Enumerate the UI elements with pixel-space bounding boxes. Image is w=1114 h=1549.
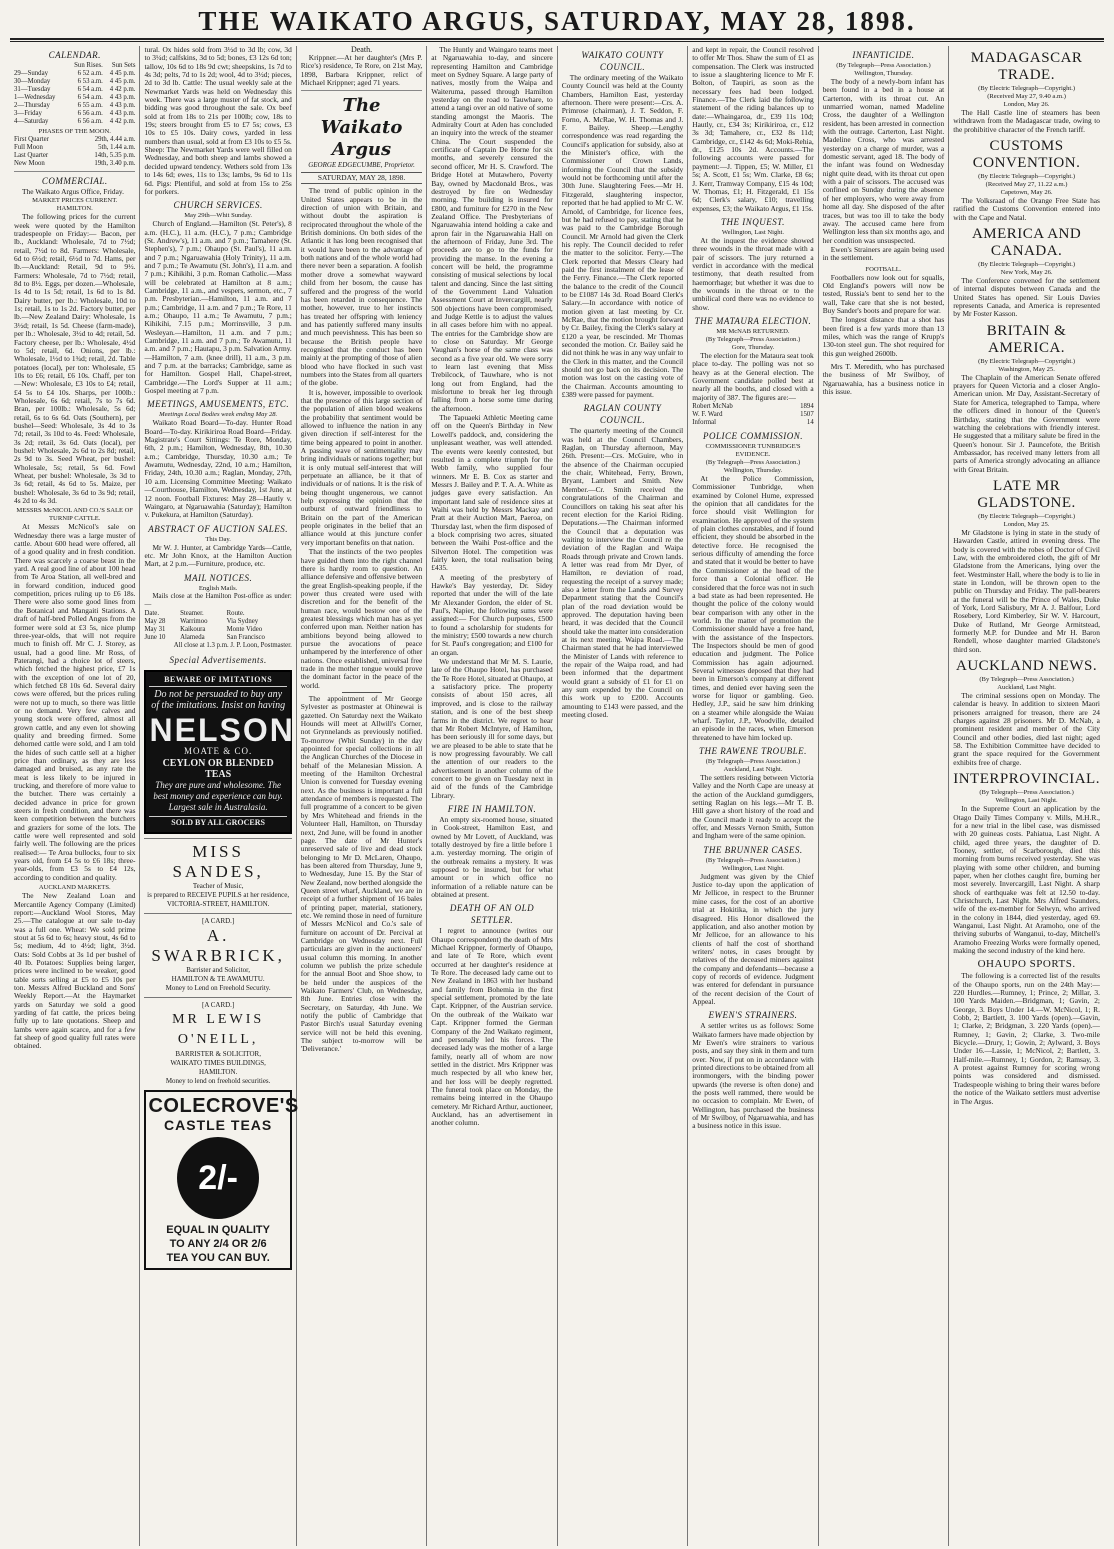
mail-schedule-row xyxy=(144,610,291,618)
mail-schedule-cell: Via Sydney xyxy=(226,618,259,626)
colecrove-subbrand: CASTLE TEAS xyxy=(164,1116,273,1133)
customs-received: (Received May 27, 11.22 a.m.) xyxy=(985,181,1068,189)
interprovincial-place: Wellington, Last Night. xyxy=(995,797,1058,805)
football-heading: FOOTBALL. xyxy=(865,265,902,273)
divider xyxy=(301,90,422,91)
market-prices-text: The following prices for the current week were quoted by the Hamilton tradespeople on Friday:— Bacon, per lb., Auckland: Wholesale, 7d to 7½d; retail, 7½d to 8d. Farmers: Wholesale, 6d to 6½d; retail, 6½d to 7d. Hams, per lb.—Auckland: Retail, 9d to 9½. Farmers: Wholesale, 7d to 7½d; retail, 8d to 8½. Eggs, per dozen.—Wholesale, 1s 4d to 1s 5d; retail, 1s 6d to 1s 8d. Dairy butter, per lb.: Wholesale, 10d to 1s; retail, 1s to 1s 2d. Factory butter, per lb.—New Zealand Dairy: Wholesale, 1s 3½d; retail, 1s 5d. Cheese (farm-made), per lb.: Wholesale, 3½d to 4d; retail, 5d. Factory cheese, per lb.: Wholesale, 4½d to 5d; retail, 6d. Onions, per lb.: Wholesale, 1½d to 1¾d; retail, 2d. Table potatoes (local), per ton: Wholesale, £5 10s to £6; retail, £6 10s. Chaff, per ton—New: Wholesale, £3 10s to £4; retail, £4 5s to £4 10s. Sharps, per 100lb.: Wholesale, 6s 6d; retail, 7s to 7s 6d. Bran, per 100lb.: Wholesale, 5s 6d; retail, 6s to 6s 6d. Oats (Southern), per bushel—Seed: Wholesale, 3s 4d to 3s 7d; retail, 3s 10d to 4s. Feed: Wholesale, 3s 2d; retail, 3s 6d. Oats (local), per bushel: Wholesale, 2s 6d to 2s 8d; retail, 2s 9d to 3s. Seed Wheat, per bushel: Wholesale, 5s; retail, 5s 6d. Fowl Wheat, per bushel: Wholesale, 3s 3d to 3s 6d; retail, 4s 6d to 5s. Maize, per bushel: Wholesale, 3s 6d to 3s 9d; retail, 4s 2d to 4s 3d. xyxy=(14,212,136,506)
mail-schedule-row xyxy=(144,618,291,626)
old-settler-text: I regret to announce (writes our Ohaupo correspondent) the death of Mrs Michael Krippner, formerly of Ohaupo, and late of Te Rore, which event occurred at her daughter's residence at Te Rore. The deceased lady came out to New Zealand in 1863 with her husband and family from Bohemia in the first special settlement, promoted by the late Capt. Krippner, of the Austrian service. On the outbreak of the Waikato war Capt. Krippner formed the German Company of the 2nd Waikato regiment, and personally led his forces. The deceased lady was the mother of a large family, nearly all of whom are now settled in the district. Mrs Krippner was much respected by all who knew her, and her loss will be deeply regretted. The funeral took place on Monday, the remains being interred in the Ohaupo cemetery. Mr Richard Arthur, auctioneer, Auckland, has an advertisement in another column. xyxy=(431,926,553,1128)
local-news-text-4: We understand that Mr M. S. Laurie, late of the Ohaupo Hotel, has purchased the Te Rore Hotel, situated at Ohaupo, at a satisfactory price. The property consists of about 150 acres, all improved, and is close to the railway station, and is one of the best sheep farms in the district. We regret to hear that Mr Robert McIntyre, of Hamilton, has been seriously ill for some days, but we are pleased to be able to state that he is now progressing favourably. We call the attention of our readers to the advertisement in another column of the concert to be given on Tuesday next in aid of the funds of the Cambridge Library. xyxy=(431,657,553,800)
mcnicol-sale-text: At Messrs McNicol's sale on Wednesday there was a large muster of cattle. About 600 head were offered, all of a good quality and in fresh condition. There was scarcely a coarse beast in the yard. A real good line of about 100 head from Te Aroa Station, all well-bred and in forward condition, induced good competition, prices ruling up to £6 18s. There were also some good lines from the Botanical and Mangaiti Stations. A draft of half-bred Polled Angus from the former were sold at £3 5s, nice plump three-year-olds, that will not require much to finish off. Mr C. J. Storey, as usual, had a good line. Mr Ross, of Paterangi, had a choice lot of steers, which fetched the highest price, £7 1s with the exception of one lot of 20, which fetched £8 10s 6d. Several dairy cows were offered, but the prices ruling were not up to much, so there was little or no demand. Very few calves and young stock were offered, almost all grown cattle, and any even lot showing quality and breeding firmed. Some dehorned cattle were sold, and I am told the hides of such cattle sell at a higher price than ordinary, as they are less damaged and bruised, as any rate the meat is less likely to be injured in trucking, and therefore of more value to the butcher. There was certainly a decided advance in price for grown steers in fresh condition, and there was keen competition between the butchers and graziers for some of the lots. The cattle were well represented and sold fairly well. The following are the prices realised:— Te Aroa bullocks, four to six years old, from £4 5s to £6 18s; three-year-olds, from £3 5s to £4 12s, according to condition and quality. xyxy=(14,522,136,882)
mail-schedule-cell: Date. xyxy=(144,610,160,618)
moon-phase-cell: 29th, 4.44 a.m. xyxy=(94,136,136,143)
divider xyxy=(14,171,135,172)
column-2 xyxy=(140,45,299,1546)
calendar-table xyxy=(14,62,135,126)
oneill-name: MR LEWIS O'NEILL, xyxy=(172,1011,265,1047)
calendar-cell: 4 43 p.m. xyxy=(109,102,136,109)
america-canada-heading: AMERICA AND CANADA. xyxy=(971,226,1082,260)
police-tag: (By Telegraph—Press Association.) xyxy=(705,459,801,467)
auckland-markets-heading: AUCKLAND MARKETS. xyxy=(38,884,111,892)
meredith-notice-text: Mrs T. Meredith, who has purchased the business of Mr Swilboy, of Ngaruawahia, has a business notice in this issue. xyxy=(822,362,945,397)
colecrove-brand: COLECROVE'S xyxy=(148,1094,299,1117)
moon-phase-cell: 19th, 3.40 p.m. xyxy=(94,160,136,167)
moon-phase-cell: Last Quarter xyxy=(14,152,49,159)
column-4 xyxy=(427,46,557,1546)
madagascar-place: London, May 26. xyxy=(1003,101,1050,108)
calendar-cell xyxy=(14,62,66,70)
election-result-row xyxy=(692,419,813,427)
oneill-line-3: HAMILTON. xyxy=(198,1067,238,1076)
nelson-ad-brand: NELSON xyxy=(149,711,295,748)
oneill-card xyxy=(144,997,291,1086)
auckland-news-text: The criminal sessions open on Monday. The calendar is heavy. In addition to sixteen Maori prisoners arraigned for treason, there are 24 charges against 28 prisoners. Mr D. McNab, a prominent resident and member of the City Council and other bodies, died last night; aged 58. The Exhibition Committee have decided to grant the space required for the Government exhibits free of charge. xyxy=(953,691,1100,767)
election-result-cell: W. F. Ward xyxy=(692,411,723,419)
calendar-cell: 31—Tuesday xyxy=(14,86,51,93)
customs-text: The Volksraad of the Orange Free State has ratified the Customs Convention entered into with the Cape and Natal. xyxy=(953,196,1100,222)
raglan-council-text: The quarterly meeting of the Council was held at the Council Chambers, Raglan, on Thursday afternoon, May 26th. Present:—Crs. McGuire, who in the absence of the Chairman occupied the chair, Whitehead, Ferry, Brown, Bryant, Lambert and Smith. New Member.—Cr. Smith received the congratulations of the Chairman and Councillors on taking his seat after his recent election for the Karioi Riding. Deputations.—The Chairman informed the Council that a deputation was waiting to interview the Council re the deviation of the Raglan and Waipa Roads through private and Crown lands. A letter was read from Mr Dyer, of Hamilton, re deviation of road, requesting the receipt of a survey made; also a letter from the Lands and Survey Department stating that the Council's plan of the road deviation would be approved. The deputation having been heard, it was decided that the Council should take the matter into consideration at its next meeting. Waipa Road.—The Chairman stated that he had interviewed the Minister of Lands with reference to the repair of the Waipa road, and had been informed that the department would grant a subsidy of £1 for £1 on any sum expended by the Council on this work up to £200. Accounts amounting to £143 were passed, and the meeting closed. xyxy=(561,426,684,720)
calendar-cell: 4 45 p.m. xyxy=(109,70,136,77)
moon-phase-cell: 14th, 5.35 p.m. xyxy=(94,152,136,159)
america-canada-text: The Conference convened for the settlement of internal disputes between Canada and the United States has opened. Sir Louis Davies represents Canada, and America is represented by Mr Foster Kasson. xyxy=(953,276,1100,319)
nelson-ad-tagline: Do not be persuaded to buy any of the imitations. Insist on having xyxy=(151,688,286,711)
calendar-cell: 2—Thursday xyxy=(14,102,50,109)
auckland-markets-text: The New Zealand Loan and Mercantile Agency Company (Limited) report:—Auckland Wool Stores, May 25.—The catalogue at our sale to-day was a full one. Wheat: We sold prime stout at 5s 6d to 6s; heavy stout, 4s 6d to 5s; medium, 4d to 4½d; light, 3½d. Oats: Sold Cobbs at 3s 1d per bushel of 40 lb. Potatoes: Supplies being larger, prices were inclined to be weaker, good table sorts selling at £5 to £5 10s per ton. Messrs Alfred Buckland and Sons' Weekly Report.—At the Haymarket yards on Saturday we sold a good yarding of fat cattle, the prices being fully up to late quotations. Sheep and lambs were again scarce, and for a few fat sheep of good quality full rates were obtained. xyxy=(14,891,136,1051)
editorial-text-1: The trend of public opinion in the United States appears to be in the direction of union with Britain, and without doubt the aspiration is reciprocated throughout the whole of the British dominions. On both sides of the Atlantic it has long been recognised that it would have been to the advantage of both nations and of the whole world had there never been a separation. A foolish mother drove a somewhat wayward child from her bosom, the cause has suffered and the progress of the world has been retarded in consequence. The mother, however, true to her instincts has treated her offspring with leniency and has patiently suffered many insults and much peevishness. This has been so because the British people have recognised that the conduct has been mainly at the prompting of those of alien blood who have flocked in such vast numbers into the States from all quarters of the globe. xyxy=(300,186,423,388)
infanticide-text: The body of a newly-born infant has been found in a bed in a house at Carterton, with its throat cut. An unmarried woman, named Madeline Cross, the daughter of a Wellington resident, has been arrested in connection with the outrage. Carterton, Last Night. Madeline Cross, who was arrested yesterday on a charge of murder, was a domestic servant, aged 18. The body of the infant was found on Wednesday night quite dead, with its throat cut open with a pair of scissors. The accused was confined on Sunday during the absence of her employers, who were away from home all day. She disposed of the after traces, but was too ill to take the body away. The accused came here from Wellington less than six months ago, and her condition was unsuspected. xyxy=(822,77,945,245)
calendar-row xyxy=(14,102,135,110)
mataura-text: The election for the Mataura seat took place to-day. The polling was not so heavy as at the General election. The Government candidate polled best at nearly all the booths, and closed with a majority of 387. The figures are:— xyxy=(692,350,814,402)
calendar-row xyxy=(14,62,135,70)
mail-schedule-row xyxy=(144,634,291,642)
mail-schedule-cell: Warrimoo xyxy=(180,618,208,626)
calendar-cell: Sun Rises. xyxy=(74,62,103,69)
nelson-ad-product: CEYLON OR BLENDED TEAS xyxy=(162,758,274,781)
calendar-row xyxy=(14,70,135,78)
rawene-heading: THE RAWENE TROUBLE. xyxy=(699,746,807,757)
rawene-place: Auckland, Last Night. xyxy=(723,766,783,774)
madagascar-heading: MADAGASCAR TRADE. xyxy=(970,50,1083,83)
infanticide-tag: (By Telegraph—Press Association.) xyxy=(836,62,931,69)
police-text: At the Police Commission, Commissioner Tunbridge, when examined by Colonel Hume, expressed the opinion that all candidates for the force should visit Wellington for examination. He approved of the system of plain clothes constables, and if found efficient, they should be absorbed in the detective force. He recognised the serious difficulty of amending the force and stated that it would be better to have the Commissioner at the head of the force than a Colonial officer. He considered that the force was not in such a bad state as had been represented. He thought the police of the colony would bear comparison with any other in the world. In the matter of promotion the Commissioner should have a free hand, with the assistance of the Inspectors. The Inspectors should be men of good education and judgment. The Police Commission has again adjourned. Several witnesses deposed that they had been in Emerson's company at different times, and denied ever having seen the worse for liquor or gambling. Geo. Hedley, J.P., said he saw him drinking on a steamer while alongside the Waiau wharf. Taylor, J.P., Woodville, detailed an episode in the races, when Emerson threatened to have him locked up. xyxy=(692,474,814,742)
calendar-cell: 6 52 a.m. xyxy=(77,70,103,77)
moon-phases-table xyxy=(14,136,135,168)
swarbrick-name: A. SWARBRICK, xyxy=(151,925,285,965)
swarbrick-line-3: Money to Lend on Freehold Security. xyxy=(165,983,271,992)
editorial-date: SATURDAY, MAY 28, 1898. xyxy=(301,172,422,184)
calendar-cell: 30—Monday xyxy=(14,78,51,85)
calendar-cell: 4 43 p.m. xyxy=(109,94,136,101)
mataura-place: Gore, Thursday. xyxy=(731,343,775,351)
council-continued-text: and kept in repair, the Council resolved to offer Mr Thos. Shaw the sum of £1 as compensation. The Clerk was instructed to issue a slaughtering licence to Mr F. Bolton, of Taupiri, as soon as the necessary fees had been lodged. Finance.—The Clerk laid the following statement of the riding balances up to date:—Whaingaroa, dr., £39 11s 10d; Hautly, cr., £34 3s; Kirikiriroa, cr., £12 3s 3d; Tamahere, cr., £32 8s 11d; Cambridge, cr., £142 4s 6d; Moki-Rehia, dr., £125 10s 2d. Accounts.—The following accounts were passed for payment:—J. Tippen, £5; W. Miller, £1 5s; A. Scott, £1 5s; Wm. Clarke, £8 6s; J. Kerr, Tramway Company, £15 4s 10d; W. Thomas, £1; H. Fitzgerald, £1 15s 6d; Clerk's salary, £10; travelling expenses, £3; the Waikato Argus, £1 15s. xyxy=(692,45,814,213)
special-ads-heading: Special Advertisements. xyxy=(169,654,267,665)
mataura-results-table xyxy=(692,403,813,427)
mail-schedule-cell: May 28 xyxy=(144,618,166,626)
column-3 xyxy=(297,46,427,1546)
masthead-title: THE WAIKATO ARGUS, SATURDAY, MAY 28, 1898. xyxy=(198,6,916,36)
sandes-line-1: Teacher of Music, xyxy=(192,881,244,890)
america-canada-place: New York, May 26. xyxy=(1000,269,1053,277)
sandes-line-3: VICTORIA-STREET, HAMILTON. xyxy=(166,899,270,908)
swarbrick-card-label: [A CARD.] xyxy=(201,916,235,925)
mail-schedule-cell: June 10 xyxy=(144,634,166,642)
election-result-cell: Informal xyxy=(692,419,717,427)
ewen-heading: EWEN'S STRAINERS. xyxy=(708,1010,798,1021)
nelson-tea-advertisement xyxy=(144,670,295,834)
meetings-subline: Meetings Local Bodies week ending May 28. xyxy=(159,411,278,419)
brunner-place: Wellington, Last Night. xyxy=(721,864,785,872)
nelson-ad-claims: They are pure and wholesome. The best money and experience can buy. Largest sale in Australasia. xyxy=(153,780,283,813)
gladstone-place: London, May 25. xyxy=(1003,520,1050,528)
market-prices-heading: MARKET PRICES CURRENT. xyxy=(32,197,118,205)
mail-schedule-row xyxy=(144,626,291,634)
mail-schedule-cell: San Francisco xyxy=(226,634,265,642)
inquest-text: At the inquest the evidence showed three wounds in the throat made with a pair of scissors. The jury returned a verdict in accordance with the medical testimony, that death resulted from haemorrhage; but whether it was due to the wounds in the throat or to the umbilical cord there was no evidence to show. xyxy=(692,235,814,312)
editorial-masthead: The Waikato Argus xyxy=(320,95,403,161)
madagascar-received: (Received May 27, 9.40 a.m.) xyxy=(987,93,1066,100)
mail-notices-subline: English Mails. xyxy=(198,584,238,592)
calendar-row xyxy=(14,86,135,94)
church-services-date: May 29th—Whit Sunday. xyxy=(184,212,253,220)
calendar-heading: CALENDAR. xyxy=(48,50,101,60)
calendar-row xyxy=(14,110,135,118)
death-notice-heading: Death. xyxy=(350,45,373,54)
mail-schedule-cell: Monte Video xyxy=(226,626,263,634)
calendar-cell: 4—Saturday xyxy=(14,118,49,125)
local-news-text-1: The Huntly and Waingaro teams meet at Ngaruawahia to-day, and sincere representing Hamilton and Cambridge meet on Sydney Square. A large party of natives, mostly from the Waipa and Waiteruma, passed through Hamilton yesterday on the road to Tauwhare, to attend a tangi over an old native of some standing amongst the Maoris. The Admiralty Court at Aden has concluded an inquiry into the wreck of the steamer China. The Court suspended the certificate of Captain De Horne for six months, and severely censured the second officer, Mr H. S. Crawford. The Bridge Hotel at Mutawhero, Poverty Bay, owned by Macdonald Bros., was destroyed by fire on Wednesday morning. The building is insured for £800, and furniture for £270 in the New Zealand Office. The Presbyterians of Ngaruawahia intend holding a cake and apron fair in the Ngaruawahia Hall on the afternoon of Friday, June 3rd. The proceeds are to go to the funds for providing the manse. In the evening a concert will be held, the programme consisting of musical selections by local talent and dancing. Since the last sitting of the Government Land Valuation Assessment Court at Invercargill, nearly 500 objections have been compromised, and Judge Kettle is to adjust the values in all cases before him with no appeal. The entries for the Cambridge show are to close on Saturday. Mr George Vaughan's horse of the same class was second as a five year old. We were sorry to learn last evening that Miss Trebilcock, of Tauwhare, who is not long out from England, had the misfortune to break her leg through falling from a horse some time during the afternoon. xyxy=(431,45,553,413)
swarbrick-card xyxy=(144,913,291,993)
market-place: HAMILTON. xyxy=(56,205,93,213)
old-settler-heading: DEATH OF AN OLD SETTLER. xyxy=(449,903,535,926)
customs-tag: (By Electric Telegraph—Copyright.) xyxy=(978,173,1076,181)
auckland-news-heading: AUCKLAND NEWS. xyxy=(955,658,1098,675)
editorial-proprietor: GEORGE EDGECUMBE, Proprietor. xyxy=(308,161,415,170)
police-place: Wellington, Thursday. xyxy=(723,467,783,475)
krupp-gun-text: The longest distance that a shot has been fired is a few yards more than 13 miles, which was the range of Krupp's 130-ton steel gun. The shot required for this gun weighed 2600lb. xyxy=(822,315,945,358)
market-continued-text: tural. Ox hides sold from 3½d to 3d lb; cow, 3d to 3¼d; calfskins, 3d to 5d; bones, £3 12s 6d ton; tallow, 10s 6d to 18s 9d cwt; sheepskins, 1s 7d to 4s 3d; pelts, 7d to 1s 2d; wool, 4d to 3½d; pieces, 2d to 3d lb. Cattle: The usual weekly sale at the Newmarket Yards was held on Wednesday this week. There was a large muster of fat stock, and bidding was good throughout the sale. Ox beef sold at from 18s to 21s per 100lb; cow, 18s to 19s; steers brought from £5 to £7 5s; cows, £3 10s to £5 10s. Dairy cows, yarded in less numbers than usual, sold at from £3 10s to £5 5s. Sheep: The Newmarket Yards were well filled on Wednesday, and both sheep and lambs showed a decided upward tendency. Wethers sold from 13s to 14s 6d; ewes, 11s to 13s; lambs, 9s 6d to 11s 6d. Pigs: Plentiful, and sold at from 15s to 25s for porkers. xyxy=(144,45,292,196)
britain-america-heading: BRITAIN & AMERICA. xyxy=(986,322,1067,356)
colecrove-tea-advertisement xyxy=(144,1090,299,1270)
calendar-cell: 6 54 a.m. xyxy=(77,94,103,101)
oneill-line-4: Money to lend on freehold securities. xyxy=(165,1076,271,1085)
church-services-text: Church of England.—Hamilton (St. Peter's), 8 a.m. (H.C.), 11 a.m. (H.C.), 7 p.m.; Cambridge (St. Andrew's), 11 a.m. and 7 p.m.; Tamahere (St. Stephen's), 7 p.m.; Ohaupo (St. Paul's), 11 a.m. and 7 p.m.; Ngaruawahia (Holy Trinity), 11 a.m. and 7 p.m.; Te Awamutu (St. John's), 11 a.m. and 7 p.m.; Kihikihi, 3 p.m. Roman Catholic.—Mass will be celebrated at Hamilton at 8 a.m.; Cambridge, 11 a.m., and vespers, sermon, etc., 7 p.m. Presbyterian.—Hamilton, 11 a.m. and 7 p.m.; Cambridge, 11 a.m. and 7 p.m.; Te Rore, 11 a.m.; Ohaupo, 11 a.m.; Te Awamutu, 7 p.m.; Kihikihi, 7.15 p.m.; Morrinsville, 3 p.m. Wesleyan.—Hamilton, 11 a.m. and 7 p.m.; Cambridge, 11 a.m. and 7 p.m.; Te Awamutu, 11 a.m. and 7 p.m.; Hautapu, 3 p.m. Salvation Army.—Hamilton, 7 a.m. (knee drill), 11 a.m., 3 p.m. and 7 p.m. at the barracks; Cambridge, same as for Hamilton. Gospel Hall, Chapel-street, Cambridge.—The Lord's Supper at 11 a.m.; Gospel meeting at 7 p.m. xyxy=(144,219,292,396)
oneill-card-label: [A CARD.] xyxy=(201,1000,235,1009)
mail-schedule-table xyxy=(144,610,291,642)
editorial-text-2: It is, however, impossible to overlook that the presence of this large section of the population of alien blood weakens the probability that sentiment would be allowed to influence the nation in any given direction if self-interest for the time being appeared to point in another. A passing wave of sentimentality may bring individuals or nations together; but it is only mutual self-interest that will perpetuate an alliance, be it that of individuals or of nations. It is the risk of being thought ungenerous, we cannot help expressing the opinion that the outburst of outward friendliness to Britain on the part of the American people originates in the belief that an alliance would at this juncture confer very important benefits on that nation. xyxy=(300,387,423,547)
calendar-cell: 6 56 a.m. xyxy=(77,110,103,117)
rawene-text: The settlers residing between Victoria Valley and the North Cape are uneasy at the action of the Auckland gumdiggers, setting Raglan on his legs.—Mr T. B. Hill gave a short history of the road and the Council made it ready to accept the offer, and Messrs Vernon Smith, Sutton and Ingham were of the same opinion. xyxy=(692,773,814,841)
calendar-cell: 6 56 a.m. xyxy=(77,118,103,125)
brunner-tag: (By Telegraph—Press Association.) xyxy=(705,856,801,864)
divider xyxy=(342,692,382,693)
election-result-row xyxy=(692,403,813,411)
mail-schedule-cell: Kaikoura xyxy=(180,626,206,634)
mail-schedule-cell: May 31 xyxy=(144,626,166,634)
moon-phase-cell: New Moon xyxy=(14,160,45,167)
mail-notices-heading: MAIL NOTICES. xyxy=(183,572,253,583)
rawene-tag: (By Telegraph—Press Association.) xyxy=(705,758,801,766)
oneill-line-2: WAIKATO TIMES BUILDINGS, xyxy=(170,1058,266,1067)
local-news-text-3: A meeting of the presbytery of Hawke's Bay yesterday, Dr. Sidey reported that under the will of the late Mr Alexander Gordon, the elder of St. Paul's, Napier, the following sums were assigned:— For Church purposes, £500 to found a scholarship for students for the ministry; £500 towards a new church for St. Paul's congregation; and £100 for an organ. xyxy=(431,572,553,657)
column-5 xyxy=(558,46,688,1546)
calendar-cell: 6 53 a.m. xyxy=(77,78,103,85)
auckland-news-tag: (By Telegraph—Press Association.) xyxy=(979,676,1074,684)
sandes-line-2: is prepared to RECEIVE PUPILS at her residence, xyxy=(147,890,290,899)
swarbrick-line-1: Barrister and Solicitor, xyxy=(186,965,250,974)
election-result-cell: 1507 xyxy=(800,411,814,419)
mataura-heading: THE MATAURA ELECTION. xyxy=(694,315,812,326)
customs-heading: CUSTOMS CONVENTION. xyxy=(972,138,1081,172)
calendar-cell: 6 54 a.m. xyxy=(77,86,103,93)
nelson-ad-banner: BEWARE OF IMITATIONS xyxy=(149,676,286,687)
local-news-text: The appointment of Mr George Sylvester as postmaster at Ohinewai is gazetted. On Saturday next the Waikato Hounds will meet at Allwill's Corner, not Grynnelands as previously notified. To-morrow (Whit Sunday) in the day appointed for special collections in all the Anglican Churches of the Diocese in behalf of the Melanesian Mission. A meeting of the Hamilton Orchestral Union is convened for Tuesday evening next. As the business is important a full attendance of members is requested. The full programme of a concert to be given by Mrs Whitehead and friends in the Volunteer Hall, Hamilton, on Thursday next, 2nd June, will be found in another page. The date of Mr Hunter's unreserved sale of live and dead stock belonging to Mr D. McLaren, Ohaupo, has been altered from Thursday, June 9, to Wednesday, June 15. By the Star of New Zealand, now berthed alongside the Queen street wharf, Auckland, we are in receipt of a further shipment of 16 bales of printing paper, material, stationery, etc. We remind those in need of furniture of Messrs McNicol and Co.'s sale of furniture on account of Dr. Percival at Cambridge on Wednesday next. Full particulars are given in the auctioneers' usual column this morning. In another column we publish the prize schedule for the annual Boot and Shoe show, to be held under the auspices of the Waikato Farmers' Club, on Wednesday, 8th June. Entries close with the Secretary, on Saturday, 4th June. We notify the public of Cambridge that Pastor Birch's usual Saturday evening service will not be held this evening. The subject to-morrow will be 'Deliverance.' xyxy=(300,694,423,1054)
infanticide-heading: INFANTICIDE. xyxy=(852,50,915,60)
calendar-cell: Sun Sets xyxy=(111,62,136,69)
election-result-cell: 14 xyxy=(806,419,814,427)
moon-phase-cell: First Quarter xyxy=(14,136,49,143)
calendar-cell: 1—Wednesday xyxy=(14,94,56,101)
auction-sales-heading: ABSTRACT OF AUCTION SALES. xyxy=(148,523,288,534)
calendar-row xyxy=(14,78,135,86)
masthead-rule xyxy=(10,38,1104,42)
colecrove-line-2: TO ANY 2/4 OR 2/6 xyxy=(169,1237,267,1250)
moon-phase-cell: Full Moon xyxy=(14,144,43,151)
nelson-ad-company: MOATE & CO. xyxy=(184,745,253,756)
mataura-tag: (By Telegraph—Press Association.) xyxy=(705,335,801,343)
nelson-ad-footer: SOLD BY ALL GROCERS xyxy=(149,816,286,827)
moon-phase-row xyxy=(14,152,135,160)
column-grid xyxy=(10,46,1104,1546)
column-7 xyxy=(819,46,949,1546)
commercial-heading: COMMERCIAL. xyxy=(41,176,108,186)
meetings-text: Waikato Road Board—To-day. Hunter Road Board—To-day. Kirikiriroa Road Board—Friday. Magistrate's Court Sittings: Te Rore, Monday, 6th, 2 p.m.; Hamilton, Wednesday, 8th, 10.30 a.m.; Cambridge, Thursday, 10.30 a.m.; Te Awamutu, Wednesday, 22nd, 10 a.m.; Hamilton, Friday, 24th, 10.30 a.m.; Raglan, Monday, 27th, 10 a.m. Licensing Committee Meeting: Waikato—Courthouse, Hamilton, Wednesday, 1st June, at 12 noon. Football Fixtures: May 28—Hautly v. Waingaro, at Ngaruawahia (Saturday); Hamilton v. Pukekura, at Hamilton (Saturday). xyxy=(144,418,292,520)
mail-notices-footer: All close at 1.3 p.m. J. P. Loon, Postmaster. xyxy=(173,642,292,650)
colecrove-line-3: TEA YOU CAN BUY. xyxy=(166,1251,270,1264)
police-subheading: COMMISSIONER TUNBRIDGE'S EVIDENCE. xyxy=(705,443,801,459)
mail-schedule-cell: Steamer. xyxy=(180,610,204,618)
inquest-place: Wellington, Last Night. xyxy=(721,228,785,236)
infanticide-place: Wellington, Thursday. xyxy=(854,70,913,77)
moon-phase-row xyxy=(14,160,135,168)
commercial-subline: The Waikato Argus Office, Friday. xyxy=(22,187,124,196)
auckland-news-place: Auckland, Last Night. xyxy=(997,684,1056,692)
editorial-text-3: That the instincts of the two peoples have guided them into the right channel there is hardly room to question. An alliance defensive and offensive between the great English-speaking people, if the power thus created were used with discretion and for the benefit of the human race, would bestow one of the greatest blessings which man has as yet conferred upon man. Neither nation has ambitions beyond being allowed to pursue the avocations of peace unhampered by the interference of other nations. Once established, universal free trade in the mother tongue would prove the dominant factor in the peace of the world. xyxy=(300,547,423,690)
ohaupo-sports-heading: OHAUPO SPORTS. xyxy=(977,958,1076,971)
column-1 xyxy=(10,46,140,1546)
raglan-council-heading: RAGLAN COUNTY COUNCIL. xyxy=(583,403,662,426)
oneill-line-1: BARRISTER & SOLICITOR, xyxy=(175,1049,261,1058)
britain-america-tag: (By Electric Telegraph—Copyright.) xyxy=(978,357,1076,365)
meetings-heading: MEETINGS, AMUSEMENTS, ETC. xyxy=(147,399,290,410)
calendar-row xyxy=(14,94,135,102)
colecrove-line-1: EQUAL IN QUALITY xyxy=(166,1223,270,1236)
sandes-music-card xyxy=(144,838,291,909)
column-8 xyxy=(949,46,1104,1546)
church-services-heading: CHURCH SERVICES. xyxy=(173,200,263,211)
customs-place: Capetown, May 26. xyxy=(1000,189,1053,197)
moon-phase-row xyxy=(14,136,135,144)
moon-phase-cell: 5th, 1.44 a.m. xyxy=(98,144,136,151)
mail-schedule-cell: Route. xyxy=(226,610,245,618)
britain-america-place: Washington, May 25. xyxy=(998,365,1055,373)
interprovincial-text: In the Supreme Court an application by the Otago Daily Times Company v. Mills, M.H.R., for a new trial in the libel case, was dismissed with 20 guineas costs. Pahiatua, Last Night. A child, aged three years, the daughter of D. Tooney, settler, of Scarborough, died this morning from burns received yesterday. She was playing with some other children, and burning paper, when her clothes caught fire, burning her most severely. Invercargill, Last Night. A sharp shock of earthquake was felt at 12.50 to-day. Christchurch, Last Night. Mrs Alfred Saunders, wife of the ex-member for Selwyn, who arrived in the colony in 1844, died yesterday, aged 69. Wanganui, Last Night. At Aramoho, one of the thriving suburbs of Wanganui, to-day, Mitchell's Aramoho Freezing Works were formally opened, making the second industry of the kind here. xyxy=(953,804,1100,955)
interprovincial-tag: (By Telegraph—Press Association.) xyxy=(979,789,1074,797)
colecrove-price-badge: 2/- xyxy=(177,1137,259,1219)
inquest-heading: THE INQUEST. xyxy=(721,216,785,227)
calendar-cell: 29—Sunday xyxy=(14,70,48,77)
moon-phases-heading: PHASES OF THE MOON. xyxy=(38,128,111,135)
interprovincial-heading: INTERPROVINCIAL. xyxy=(953,771,1100,788)
brunner-text: Judgment was given by the Chief Justice to-day upon the application of Mr Jellicoe, in respect to the Brunner mine cases, for the cost of an abortive trial at Hokitika, in which the jury disagreed. His Honor disallowed the application, and also another motion by Mr Jellicoe, for an allowance to his clients of half the cost of shorthand writers' notes, in cases brought by relatives of the deceased miners against the company and defendants—because a copy of records of evidence. Judgment was entered for defendant in pursuance of the recent decision of the Court of Appeal. xyxy=(692,871,814,1006)
divider xyxy=(863,360,903,361)
election-result-cell: 1894 xyxy=(800,403,814,411)
mail-notices-text: Mails close at the Hamilton Post-office as under:— xyxy=(144,592,292,608)
moon-phase-row xyxy=(14,144,135,152)
police-heading: POLICE COMMISSION. xyxy=(702,431,803,442)
football-text: Footballers now look out for squalls, Old England's powers will now be tested, Russia's bent to send her to the wall, Take care that she is not bested, Buy Sander's boots and prepare for war. xyxy=(822,272,945,315)
sandes-name: MISS SANDES, xyxy=(172,841,264,881)
britain-america-text: The Chaplain of the American Senate offered prayers for Queen Victoria and a closer Anglo-American union. Mr Day, Assistant-Secretary of State for America, telegraphed to Tampa, where the officers dined in honour of the Queen's Birthday, stating that the Government were watching the celebrations with friendly interest. He suggested that a military salute be fired in the Queen's honour. Sir J. Pauncefote, the British Ambassador, has received many letters from all parts of America strongly advocating an alliance with Great Britain. xyxy=(953,372,1100,474)
brunner-heading: THE BRUNNER CASES. xyxy=(703,844,803,855)
local-news-text-2: The Tapuaeki Athletic Meeting came off on the Queen's Birthday in New Lowell's paddock, and, considering the unpleasant weather, was well attended. The events were keenly contested, but resulted in a complete triumph for the Webb family, who supplied four winners. Mr E. B. Cox as starter and Messrs J. Bailey and P. T. A. A. White as judges gave every satisfaction. An important land sale of residence sites at Waihi was held by Messrs Mackay and Pratt at their Auction Mart, Paeroa, on Thursday last, when the firm disposed of a block comprising two acres, situated between the Waihi Post-office and the Silverton Hotel. The competition was fairly keen, the total realisation being £435. xyxy=(431,413,553,573)
column-6 xyxy=(688,46,818,1546)
mataura-subheading: MR McNAB RETURNED. xyxy=(716,327,790,335)
strainers-note: Ewen's Strainers are again being used in the settlement. xyxy=(822,244,945,263)
election-result-row xyxy=(692,411,813,419)
ewen-text: A settler writes us as follows: Some Waikato farmers have made objection by Mr Ewen's wire strainers to various posts, and say they sink in them and turn over. Now, if put on in accordance with printed directions to be obtained from all ironmongers, with the binding power upwards (the reverse is often done) and the posts well rammed, there would be no occasion to complain. Mr Ewen, of Wellington, has purchased the business of Mr Swilboy, of Ngaruawahia, and has a business notice in this issue. xyxy=(692,1021,814,1131)
fire-text: An empty six-roomed house, situated in Cook-street, Hamilton East, and owned by Mr Lovett, of Auckland, was totally destroyed by fire a little before 1 a.m. yesterday morning. The origin of the outbreak remains a mystery. It was supposed to be insured, but for what amount or in which office no information of a reliable nature can be obtained at present. xyxy=(431,814,553,900)
auction-sales-subline: This Day. xyxy=(205,535,231,543)
mcnicol-sale-heading: MESSRS McNICOL AND CO.'S SALE OF TURNIP CATTLE. xyxy=(16,507,134,523)
gladstone-text: Mr Gladstone is lying in state in the study of Hawarden Castle, attired in evening dress. The body is covered with the robes of Doctor of Civil Law, with the embroidered cloth, the gift of Mr Gladstone from the Americans, lying over the feet. Westminster Hall, where the body is to lie in state in London, will be thrown open to the public on Thursday and Friday. The pall-bearers at the funeral will be the Prince of Wales, Duke of York, Lord Salisbury, Mr A. J. Balfour, Lord Rosebery, Lord Kimberley, Sir W. V. Harcourt, Duke of Rutland, Mr George Armitstead, formerly M.P. for Dundee and Mr H. Baron Rendell, whose daughter married Gladstone's third son. xyxy=(953,527,1100,654)
waikato-council-heading: WAIKATO COUNTY COUNCIL. xyxy=(581,50,664,72)
calendar-cell: 4 45 p.m. xyxy=(109,78,136,85)
gladstone-heading: LATE MR GLADSTONE. xyxy=(977,477,1076,511)
madagascar-text: The Hall Castle line of steamers has been withdrawn from the Madagascar trade, owing to the prohibitive character of the French tariff. xyxy=(953,108,1100,134)
gladstone-tag: (By Electric Telegraph—Copyright.) xyxy=(978,512,1076,520)
calendar-cell: 4 43 p.m. xyxy=(109,110,136,117)
fire-heading: FIRE IN HAMILTON. xyxy=(447,803,537,814)
swarbrick-line-2: HAMILTON & TE AWAMUTU. xyxy=(171,974,265,983)
ohaupo-sports-text: The following is a corrected list of the results of the Ohaupo sports, run on the 24th May:— 220 Hurdles.—Rumney, 1; Prince, 2; Millar, 3. 100 Yards Maiden.—Bridgman, 1; Gavin, 2; George, 3. Boys Under 14.—W. McNicol, 1; R. Cobb, 2; Bartlett, 3. 100 Yards (open).—Gavin, 1; Clarke, 2; Bridgman, 3. 220 Yards (open).—Rumney, 1; Gavin, 2; Clarke, 3. Two-mile Bicycle.—Drury, 1; Gowin, 2; Aylward, 3. Boys Under 16.—Lassie, 1; McNicol, 2; Bartlett, 3. Half-mile.—Rumney, 1; Gordon, 2; Ramsay, 3. A protest against Rumney for scoring wrong points was considered and dismissed. Tradespeople wishing to bring their wares before the notice of the Waikato settlers must advertise in The Argus. xyxy=(953,971,1100,1106)
auction-sales-text: Mr W. J. Hunter, at Cambridge Yards—Cattle, etc. Mr John Knox, at the Hamilton Auction Mart, at 2 p.m.—Furniture, produce, etc. xyxy=(144,542,292,569)
calendar-cell: 3—Friday xyxy=(14,110,42,117)
death-notice-text: Krippner.—At her daughter's (Mrs P. Rice's) residence, Te Rore, on 21st May, 1898, Barbara Krippner, relict of Michael Krippner; aged 71 years. xyxy=(300,53,423,88)
calendar-row xyxy=(14,118,135,126)
election-result-cell: Robert McNab xyxy=(692,403,733,411)
america-canada-tag: (By Electric Telegraph—Copyright.) xyxy=(978,261,1076,269)
calendar-cell: 4 42 p.m. xyxy=(109,86,136,93)
madagascar-tag: (By Electric Telegraph—Copyright.) xyxy=(978,85,1076,92)
waikato-council-text: The ordinary meeting of the Waikato County Council was held at the County Chambers, Hamilton East, yesterday afternoon. There were present:—Crs. A. Primrose (chairman), J. T. Seddon, F. Forno, A. McRae, W. H. Thomas and J. F. Bailey. Sheep.—Lengthy correspondence was read regarding the Council's application for subsidy, also at the Minister's office, with the Commissioner of Crown Lands, informing the Council that the subsidy would not be forthcoming until after the 30th June. Slaughtering Fees.—Mr H. Fitzgerald, slaughtering inspector, reported that he had applied to Mr C. W. Arnold, of Cambridge, for licence fees, but he had refused to pay, stating that he was paid to the Cambridge Borough Council. Mr Arnold had given the Clerk his reply. The Council decided to refer the matter to the solicitor. Ferry.—The Clerk reported that Messrs Cleary had paid the first instalment of the lease of the Ferry. Finance.—The Clerk reported the balance to the credit of the Council to be £1087 14s 3d. Road Board Clerk's Salary.—In accordance with notice of motion given at last meeting by Cr. McRae, that the motion brought forward by Cr. Bailey, fixing the Clerk's salary at £120 a year, be rescinded. Mr Thomas seconded the motion. Cr. Bailey said he did not think he was in any way unfair to the Clerk in this matter, and the Council should not go back on its decision. The motion was lost on the casting vote of the Chairman. Accounts amounting to £389 were passed for payment. xyxy=(561,73,684,400)
calendar-cell: 6 55 a.m. xyxy=(77,102,103,109)
calendar-cell: 4 42 p.m. xyxy=(109,118,136,125)
mail-schedule-cell: Alameda xyxy=(180,634,205,642)
